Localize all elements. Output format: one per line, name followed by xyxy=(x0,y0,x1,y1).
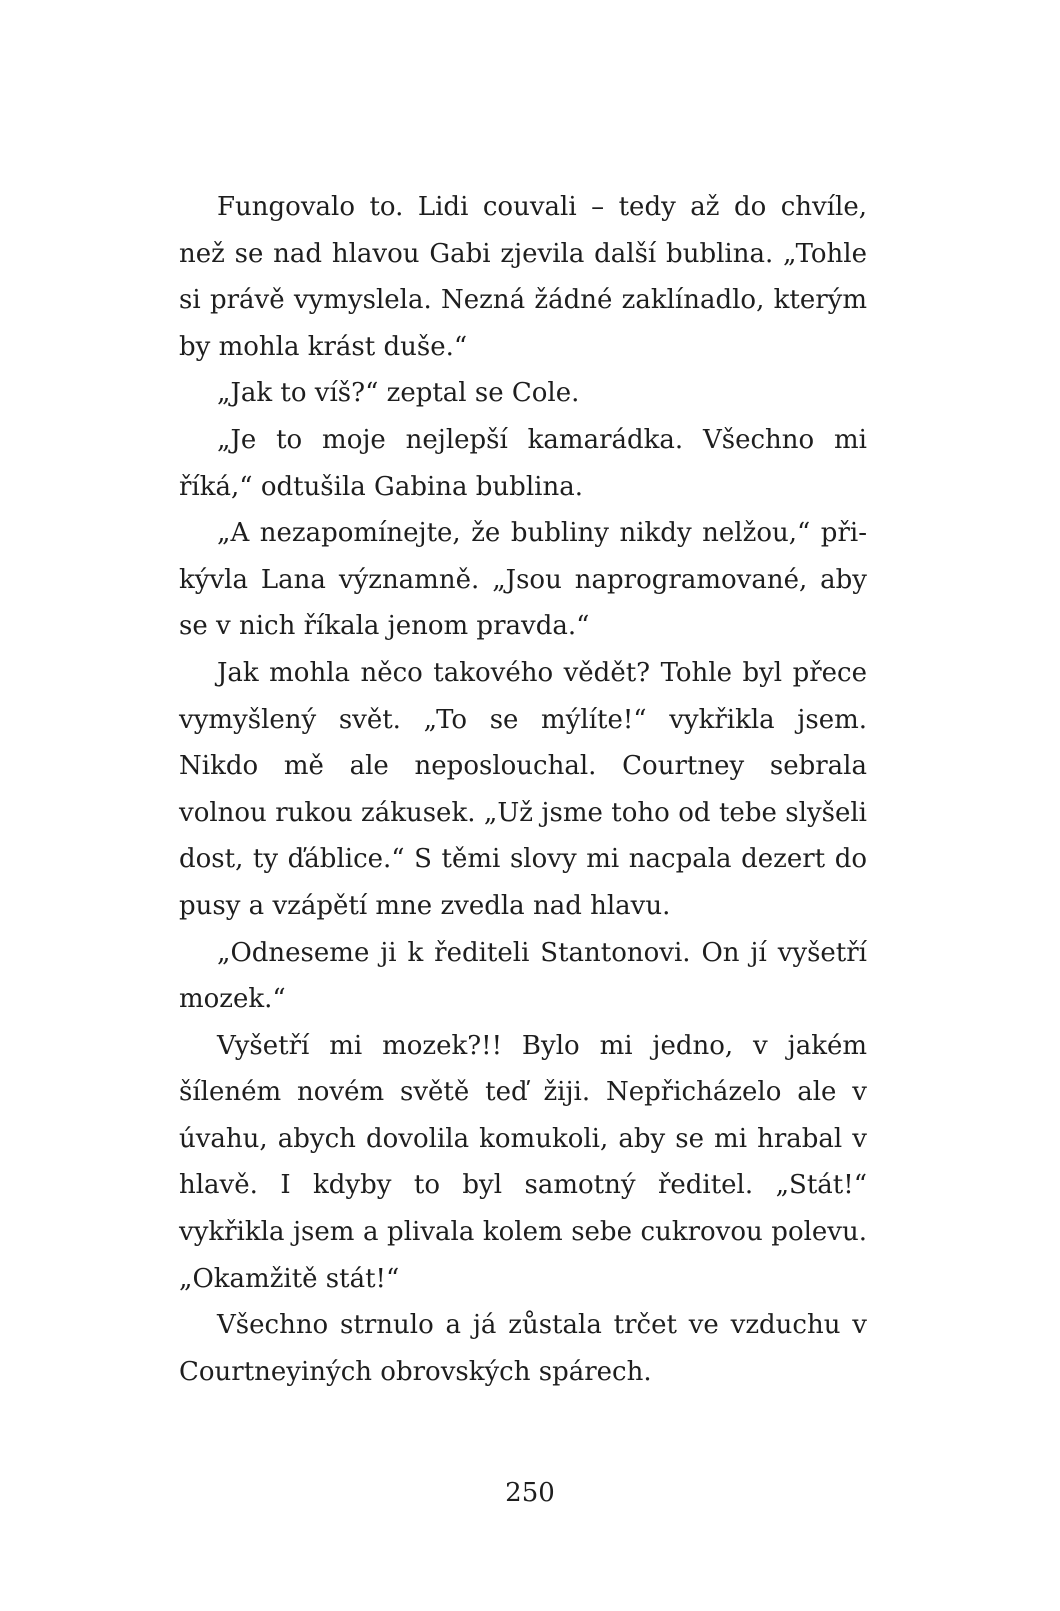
paragraph-7: Vyšetří mi mozek?!! Bylo mi jedno, v jakém šíleném novém světě teď žiji. Nepřicházelo ale v úvahu, abych dovolila komukoli, aby se mi hrabal v hlavě. I kdyby to byl samotný ředitel. „Stát!“ vykřikla jsem a plivala kolem sebe cukrovou polevu. „Okamžitě stát!“ xyxy=(179,1030,867,1294)
paragraph-4: „A nezapomínejte, že bubliny nikdy nelžou,“ přikývla Lana významně. „Jsou naprogramované, aby se v nich říkala jenom pravda.“ xyxy=(179,518,867,642)
paragraph-5: Jak mohla něco takového vědět? Tohle byl přece vymyšlený svět. „To se mýlíte!“ vykřikla jsem. Nikdo mě ale neposlouchal. Courtney sebrala volnou rukou zákusek. „Už jsme toho od tebe slyšeli dost, ty ďáblice.“ S těmi slovy mi nacpala dezert do pusy a vzápětí mne zvedla nad hlavu. xyxy=(179,657,867,921)
paragraph-3: „Je to moje nejlepší kamarádka. Všechno mi říká,“ odtušila Gabina bublina. xyxy=(179,424,867,502)
paragraph-6: „Odneseme ji k řediteli Stantonovi. On jí vyšetří mozek.“ xyxy=(179,937,867,1015)
paragraph-2: „Jak to víš?“ zeptal se Cole. xyxy=(217,378,580,409)
paragraph-1: Fungovalo to. Lidi couvali – tedy až do chvíle, než se nad hlavou Gabi zjevila další bublina. „Tohle si právě vymyslela. Nezná žádné zaklínadlo, kterým by mohla krást duše.“ xyxy=(179,192,867,362)
body-text xyxy=(179,184,867,1395)
page-number: 250 xyxy=(505,1478,555,1508)
paragraph-8: Všechno strnulo a já zůstala trčet ve vzduchu v Courtneyiných obrovských spárech. xyxy=(179,1310,867,1387)
